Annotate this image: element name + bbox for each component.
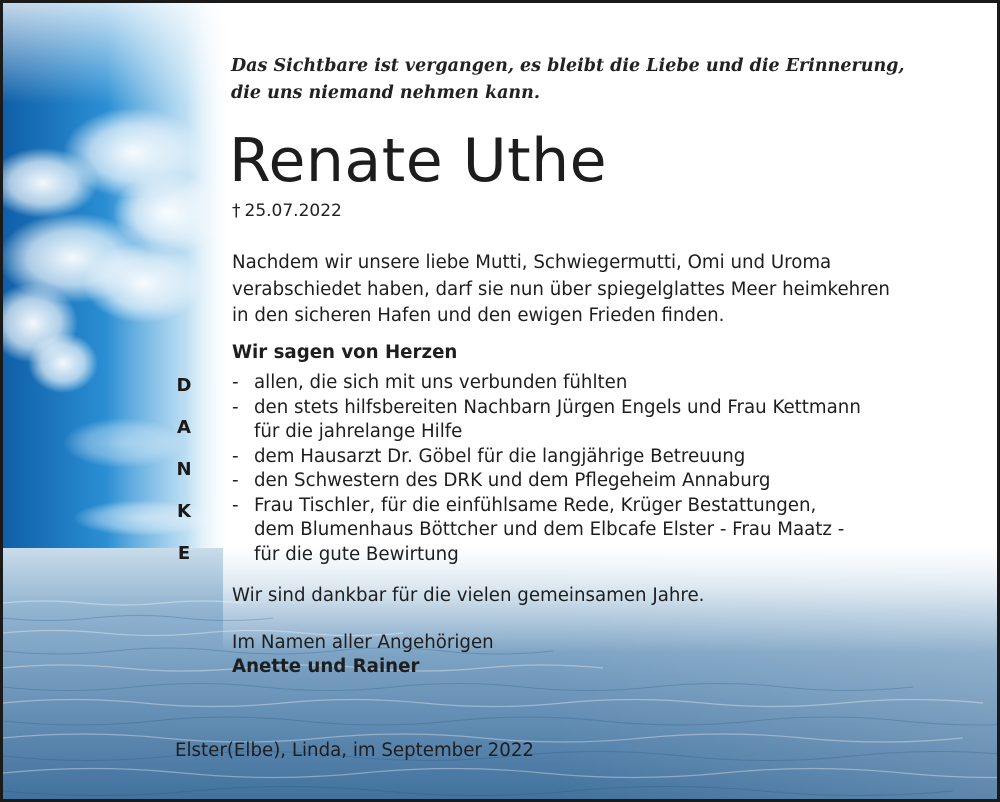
dash-bullet: - xyxy=(232,396,239,418)
on-behalf-line: Im Namen aller Angehörigen xyxy=(232,632,494,653)
obituary-content xyxy=(3,3,1000,802)
deceased-name: Renate Uthe xyxy=(229,126,608,196)
danke-letter: D xyxy=(176,375,192,396)
list-item-line: für die gute Bewirtung xyxy=(254,543,459,565)
list-item-line: dem Hausarzt Dr. Göbel für die langjährige Betreuung xyxy=(254,445,746,467)
farewell-paragraph xyxy=(232,250,972,330)
list-item-line: allen, die sich mit uns verbunden fühlten xyxy=(254,372,628,393)
dash-bullet: - xyxy=(232,470,239,491)
dash-bullet: - xyxy=(232,372,239,393)
paragraph-line-1: Nachdem wir unsere liebe Mutti, Schwiegermutti, Omi und Uroma xyxy=(232,252,832,273)
motto-line-2: die uns niemand nehmen kann. xyxy=(231,83,540,103)
gratitude-line: Wir sind dankbar für die vielen gemeinsamen Jahre. xyxy=(232,585,705,606)
paragraph-line-3: in den sicheren Hafen und den ewigen Frieden finden. xyxy=(232,305,725,326)
list-item xyxy=(232,494,972,568)
motto-line-1: Das Sichtbare ist vergangen, es bleibt die Liebe und die Erinnerung, xyxy=(231,56,905,76)
motto-quote xyxy=(231,53,951,107)
list-item xyxy=(232,469,972,494)
danke-vertical xyxy=(171,371,197,581)
danke-letter: N xyxy=(176,459,192,480)
list-item-line: den Schwestern des DRK und dem Pflegeheim Annaburg xyxy=(254,470,771,491)
thanks-heading: Wir sagen von Herzen xyxy=(232,342,458,363)
danke-letter: A xyxy=(177,417,191,438)
dash-bullet: - xyxy=(232,494,239,516)
cross-icon: † xyxy=(232,201,241,221)
list-item-line: Frau Tischler, für die einfühlsame Rede, Krüger Bestattungen, xyxy=(254,494,817,516)
death-date-line xyxy=(232,199,342,223)
list-item xyxy=(232,445,972,470)
paragraph-line-2: verabschiedet haben, darf sie nun über spiegelglattes Meer heimkehren xyxy=(232,278,890,300)
place-and-date: Elster(Elbe), Linda, im September 2022 xyxy=(175,740,534,761)
list-item xyxy=(232,371,972,396)
list-item-line: dem Blumenhaus Böttcher und dem Elbcafe Elster - Frau Maatz - xyxy=(254,519,845,540)
danke-letter: K xyxy=(177,501,191,522)
signatories: Anette und Rainer xyxy=(232,656,420,677)
dash-bullet: - xyxy=(232,445,239,467)
danke-letter: E xyxy=(177,543,191,564)
list-item xyxy=(232,396,972,445)
list-item-line: für die jahrelange Hilfe xyxy=(254,421,463,442)
list-item-line: den stets hilfsbereiten Nachbarn Jürgen Engels und Frau Kettmann xyxy=(254,396,861,418)
death-date: 25.07.2022 xyxy=(244,201,342,221)
thanks-list xyxy=(232,371,972,567)
